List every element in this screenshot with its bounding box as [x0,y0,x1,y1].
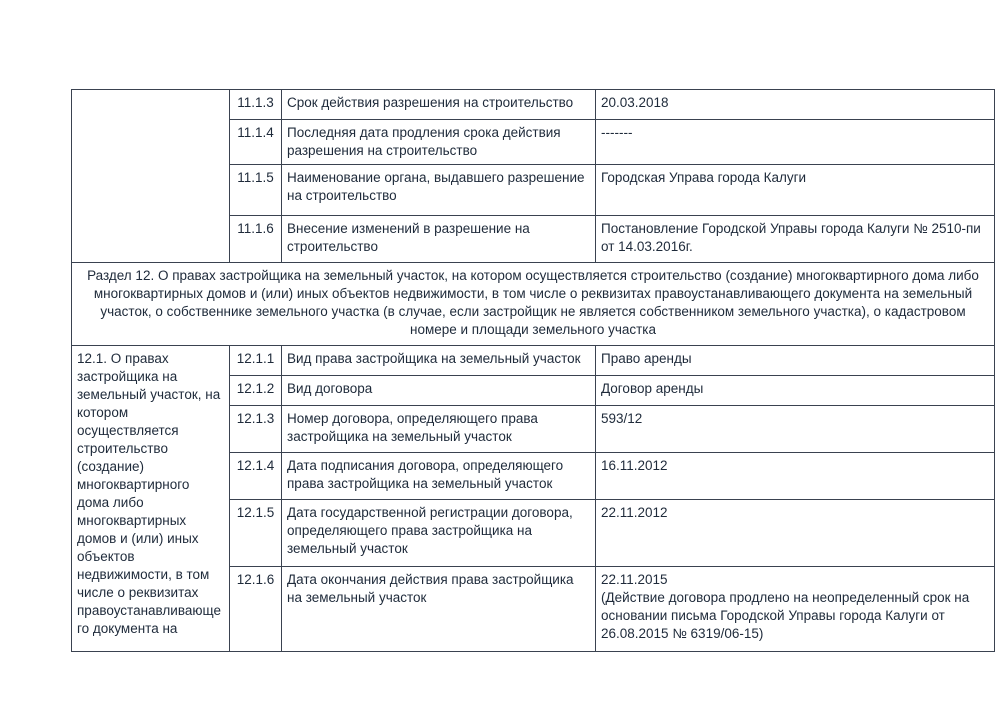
row-number: 12.1.3 [230,406,282,453]
row-label: Номер договора, определяющего права застройщика на земельный участок [282,406,596,453]
row-label: Дата окончания действия права застройщика на земельный участок [282,567,596,652]
row-value: Договор аренды [596,376,995,406]
row-number: 12.1.4 [230,453,282,500]
row-label: Срок действия разрешения на строительство [282,90,596,120]
table-row [72,90,995,120]
row-label: Вид договора [282,376,596,406]
row-label: Вид права застройщика на земельный участок [282,346,596,376]
section-12-heading: Раздел 12. О правах застройщика на земельный участок, на котором осуществляется строительство (создание) многоквартирного дома либо многоквартирных домов и (или) иных объектов недвижимости, в том числе о реквизитах правоустанавливающего документа на земельный участок, о собственнике земельного участка (в случае, если застройщик не является собственником земельного участка), о кадастровом номере и площади земельного участка [72,263,995,346]
row-value [596,567,995,652]
row-number: 12.1.5 [230,500,282,567]
row-value: 593/12 [596,406,995,453]
table-row [72,346,995,376]
row-label: Внесение изменений в разрешение на строительство [282,216,596,263]
row-label: Наименование органа, выдавшего разрешение на строительство [282,165,596,216]
row-value-note: (Действие договора продлено на неопределенный срок на основании письма Городской Управы города Калуги от 26.08.2015 № 6319/06-15) [601,590,970,641]
row-label: Дата подписания договора, определяющего права застройщика на земельный участок [282,453,596,500]
row-number: 12.1.1 [230,346,282,376]
row-label: Последняя дата продления срока действия разрешения на строительство [282,120,596,165]
row-number: 11.1.3 [230,90,282,120]
row-number: 11.1.5 [230,165,282,216]
row-value-date: 22.11.2015 [601,572,668,587]
row-value: 16.11.2012 [596,453,995,500]
row-number: 11.1.4 [230,120,282,165]
group-cell-empty [72,90,230,263]
row-number: 12.1.6 [230,567,282,652]
developer-info-table [71,89,995,652]
group-cell-12-1: 12.1. О правах застройщика на земельный участок, на котором осуществляется строительство (создание) многоквартирного дома либо многоквартирных домов и (или) иных объектов недвижимости, в том числе о реквизитах правоустанавливающего документа на [72,346,230,652]
row-value: Городская Управа города Калуги [596,165,995,216]
row-number: 11.1.6 [230,216,282,263]
row-number: 12.1.2 [230,376,282,406]
row-value: Право аренды [596,346,995,376]
row-label: Дата государственной регистрации договора, определяющего права застройщика на земельный участок [282,500,596,567]
row-value: ------- [596,120,995,165]
row-value: Постановление Городской Управы города Калуги № 2510-пи от 14.03.2016г. [596,216,995,263]
section-heading-row [72,263,995,346]
row-value: 20.03.2018 [596,90,995,120]
row-value: 22.11.2012 [596,500,995,567]
